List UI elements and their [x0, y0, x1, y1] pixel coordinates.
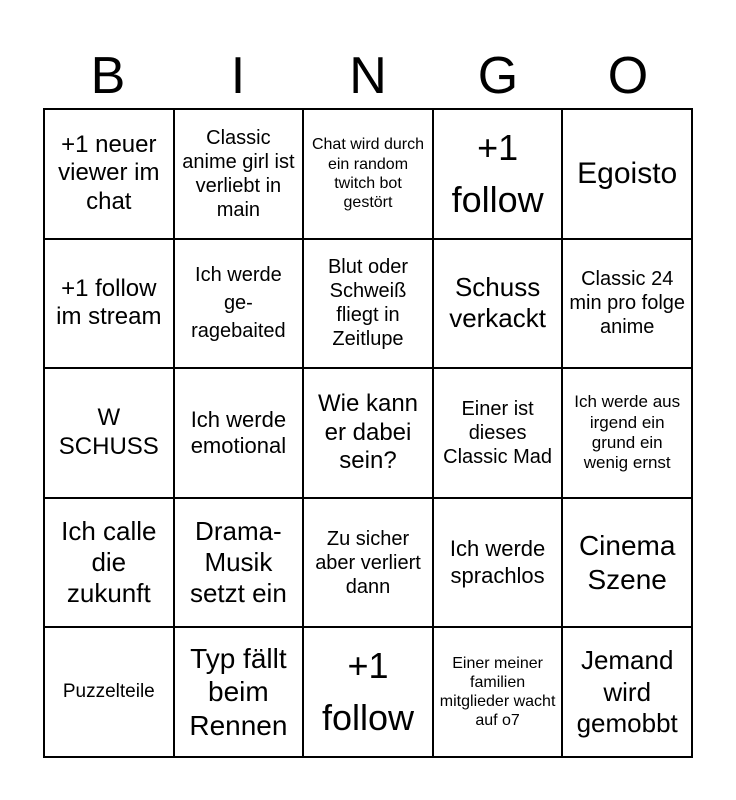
bingo-cell[interactable]: +1 follow: [433, 109, 563, 239]
bingo-cell[interactable]: Einer ist dieses Classic Mad: [433, 368, 563, 498]
bingo-cell[interactable]: Puzzelteile: [44, 627, 174, 757]
bingo-cell[interactable]: Einer meiner familien mitglieder wacht auf o7: [433, 627, 563, 757]
bingo-cell[interactable]: W SCHUSS: [44, 368, 174, 498]
header-letter-i: I: [230, 47, 246, 105]
bingo-cell[interactable]: Classic anime girl ist verliebt in main: [174, 109, 304, 239]
bingo-cell[interactable]: Ich werde aus irgend ein grund ein wenig ernst: [562, 368, 692, 498]
bingo-cell[interactable]: Zu sicher aber verliert dann: [303, 498, 433, 628]
header-letter-g: G: [477, 47, 519, 105]
bingo-cell[interactable]: Schuss verkackt: [433, 239, 563, 369]
bingo-header: [43, 44, 693, 108]
bingo-cell[interactable]: +1 neuer viewer im chat: [44, 109, 174, 239]
bingo-cell[interactable]: Ich werde ge-ragebaited: [174, 239, 304, 369]
bingo-cell[interactable]: Drama-Musik setzt ein: [174, 498, 304, 628]
header-letter-b: B: [90, 47, 126, 105]
bingo-grid: [43, 108, 693, 758]
bingo-cell[interactable]: Jemand wird gemobbt: [562, 627, 692, 757]
bingo-cell[interactable]: Typ fällt beim Rennen: [174, 627, 304, 757]
bingo-cell[interactable]: Chat wird durch ein random twitch bot gestört: [303, 109, 433, 239]
bingo-cell[interactable]: Cinema Szene: [562, 498, 692, 628]
bingo-cell[interactable]: Wie kann er dabei sein?: [303, 368, 433, 498]
bingo-cell[interactable]: Egoisto: [562, 109, 692, 239]
bingo-cell[interactable]: Ich calle die zukunft: [44, 498, 174, 628]
bingo-cell[interactable]: Blut oder Schweiß fliegt in Zeitlupe: [303, 239, 433, 369]
bingo-cell[interactable]: Classic 24 min pro folge anime: [562, 239, 692, 369]
bingo-cell[interactable]: Ich werde sprachlos: [433, 498, 563, 628]
bingo-cell[interactable]: Ich werde emotional: [174, 368, 304, 498]
header-letter-n: N: [349, 47, 387, 105]
bingo-cell[interactable]: +1 follow: [303, 627, 433, 757]
header-letter-o: O: [607, 47, 649, 105]
bingo-cell[interactable]: +1 follow im stream: [44, 239, 174, 369]
